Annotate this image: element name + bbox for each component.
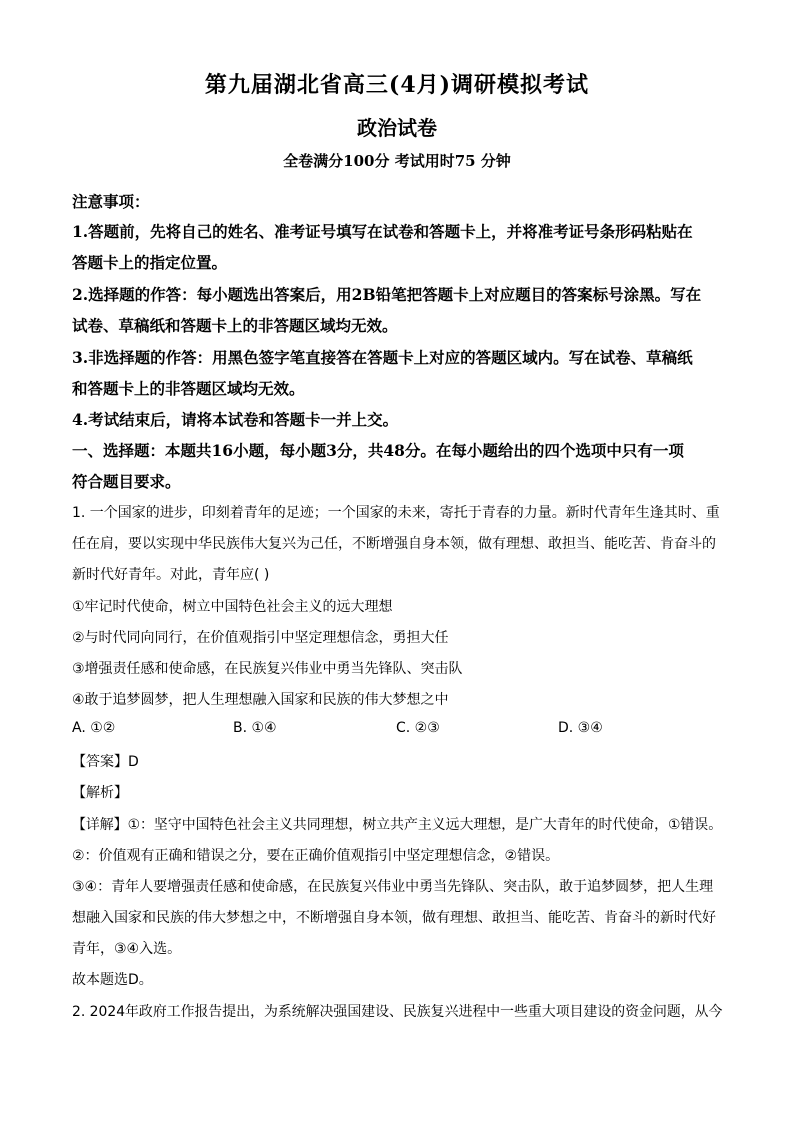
q1-detail-line-5: 青年，③④入选。	[72, 941, 182, 957]
q1-option-c: C. ②③	[396, 720, 440, 736]
q1-statement-2: ②与时代同向同行，在价值观指引中坚定理想信念，勇担大任	[72, 630, 449, 646]
q1-stem-line-1: 1. 一个国家的进步，印刻着青年的足迹；一个国家的未来，寄托于青春的力量。新时代青年生逢其时、重	[72, 505, 720, 521]
section-heading-line-2: 符合题目要求。	[72, 472, 181, 491]
note-2-line-1: 2.选择题的作答：每小题选出答案后，用2B铅笔把答题卡上对应题目的答案标号涂黑。写在	[72, 285, 702, 304]
q1-statement-3: ③增强责任感和使命感，在民族复兴伟业中勇当先锋队、突击队	[72, 661, 463, 677]
q1-detail-line-2: ②：价值观有正确和错误之分，要在正确价值观指引中坚定理想信念，②错误。	[72, 848, 560, 864]
q1-statement-4: ④敢于追梦圆梦，把人生理想融入国家和民族的伟大梦想之中	[72, 692, 449, 708]
notes-heading: 注意事项：	[72, 192, 150, 211]
q1-detail-line-4: 想融入国家和民族的伟大梦想之中，不断增强自身本领，做有理想、敢担当、能吃苦、肯奋斗的新时代好	[72, 910, 716, 926]
note-1-line-1: 1.答题前，先将自己的姓名、准考证号填写在试卷和答题卡上，并将准考证号条形码粘贴在	[72, 222, 693, 241]
q1-answer: 【答案】D	[72, 754, 139, 770]
exam-subject: 政治试卷	[357, 116, 437, 140]
exam-info: 全卷满分100分 考试用时75 分钟	[283, 152, 511, 170]
q1-detail-line-1: 【详解】①：坚守中国特色社会主义共同理想，树立共产主义远大理想，是广大青年的时代使命，①错误。	[72, 817, 723, 833]
q1-detail-line-3: ③④：青年人要增强责任感和使命感，在民族复兴伟业中勇当先锋队、突击队，敢于追梦圆梦，把人生理	[72, 879, 714, 895]
note-2-line-2: 试卷、草稿纸和答题卡上的非答题区域均无效。	[72, 316, 398, 335]
q1-option-d: D. ③④	[558, 720, 603, 736]
note-1-line-2: 答题卡上的指定位置。	[72, 253, 228, 272]
q1-stem-line-2: 任在肩，要以实现中华民族伟大复兴为己任，不断增强自身本领，做有理想、敢担当、能吃苦、肯奋斗的	[72, 536, 716, 552]
note-4: 4.考试结束后，请将本试卷和答题卡一并上交。	[72, 410, 399, 429]
exam-title: 第九届湖北省高三(4月)调研模拟考试	[204, 72, 590, 98]
section-heading-line-1: 一、选择题：本题共16小题，每小题3分，共48分。在每小题给出的四个选项中只有一项	[72, 441, 684, 460]
note-3-line-2: 和答题卡上的非答题区域均无效。	[72, 379, 305, 398]
q2-stem-line-1: 2. 2024年政府工作报告提出，为系统解决强国建设、民族复兴进程中一些重大项目建设的资金问题，从今	[72, 1004, 723, 1020]
q1-option-a: A. ①②	[72, 720, 116, 736]
q1-conclusion: 故本题选D。	[72, 972, 153, 988]
note-3-line-1: 3.非选择题的作答：用黑色签字笔直接答在答题卡上对应的答题区域内。写在试卷、草稿纸	[72, 348, 693, 367]
q1-stem-line-3: 新时代好青年。对此，青年应( )	[72, 567, 270, 583]
q1-option-b: B. ①④	[233, 720, 277, 736]
q1-statement-1: ①牢记时代使命，树立中国特色社会主义的远大理想	[72, 599, 393, 615]
q1-analysis-label: 【解析】	[72, 785, 128, 801]
